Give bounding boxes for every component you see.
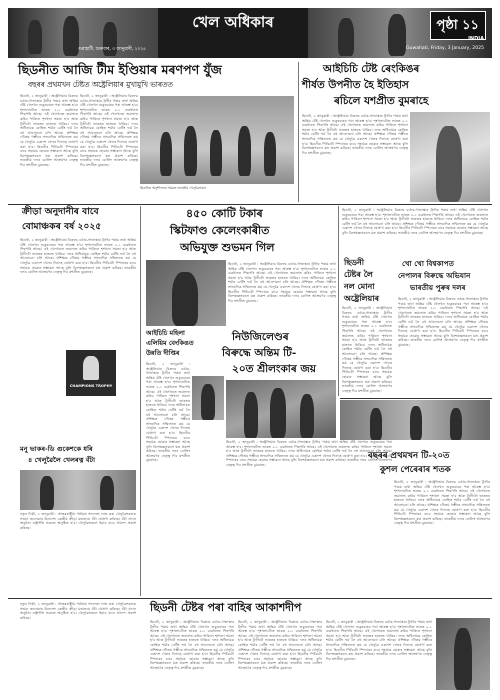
- kho-kho-body: ছিডনী, ২ জানুৱাৰী : অষ্ট্ৰেলিয়াৰ বিৰুদ্ধে বৰ্ডাৰ-গাভাস্কাৰ ট্ৰফীৰ পঞ্চম তথা অন্তিম টেষ্ট খেলখন শুকুৰবাৰৰ পৰা আৰম্ভ হ'ব। শৃংখলাটোত ভাৰত ২-১ ব্যৱধানত পিছপৰি আছে। এই খেলখনত জয়লাভ কৰিব পাৰিলে শৃংখলা সমতা হ'ব আৰু ট্ৰফীটো ভাৰতৰ হাততে থাকিব। দলৰ অধিনায়ক ৰোহিত শৰ্মাৰ বেটিং ফৰ্ম লৈ বহু আলোচনা চলি আছে। প্ৰশিক্ষক গৌতম গম্ভীৰে সাংবাদিক সন্মিলনত কয় যে খেলুৱৈ একাদশ খেলৰ দিনাহে ঘোষণা কৰা হ'ব। ছিডনীৰ পিটচটো স্পিনাৰৰ বাবে সহায়ক হোৱাৰ সম্ভাৱনা আছে বুলি বিশেষজ্ঞসকলে মত প্ৰকাশ কৰিছে। ভাৰতীয় দলৰ বোলিং আক্ৰমণৰ নেতৃত্ব দিব যশপ্ৰীত বুমৰাহে।: [398, 297, 488, 347]
- sydney-test-headline: ছিডনীত আজি টীম ইণ্ডিয়াৰ মৰণপণ যুঁজ: [18, 62, 222, 77]
- nz-t20-headline-line1: নিউজিলেণ্ডৰ: [232, 331, 289, 343]
- perera-body: ছিডনী, ২ জানুৱাৰী : অষ্ট্ৰেলিয়াৰ বিৰুদ্ধে বৰ্ডাৰ-গাভাস্কাৰ ট্ৰফীৰ পঞ্চম তথা অন্তিম টেষ্ট খেলখন শুকুৰবাৰৰ পৰা আৰম্ভ হ'ব। শৃংখলাটোত ভাৰত ২-১ ব্যৱধানত পিছপৰি আছে। এই খেলখনত জয়লাভ কৰিব পাৰিলে শৃংখলা সমতা হ'ব আৰু ট্ৰফীটো ভাৰতৰ হাততে থাকিব। দলৰ অধিনায়ক ৰোহিত শৰ্মাৰ বেটিং ফৰ্ম লৈ বহু আলোচনা চলি আছে। প্ৰশিক্ষক গৌতম গম্ভীৰে সাংবাদিক সন্মিলনত কয় যে খেলুৱৈ একাদশ খেলৰ দিনাহে ঘোষণা কৰা হ'ব। ছিডনীৰ পিটচটো স্পিনাৰৰ বাবে সহায়ক হোৱাৰ সম্ভাৱনা আছে বুলি বিশেষজ্ঞসকলে মত প্ৰকাশ কৰিছে। ভাৰতীয় দলৰ বোলিং আক্ৰমণৰ নেতৃত্ব দিব যশপ্ৰীত বুমৰাহে।: [394, 480, 490, 526]
- gill-body-right: ছিডনী, ২ জানুৱাৰী : অষ্ট্ৰেলিয়াৰ বিৰুদ্ধে বৰ্ডাৰ-গাভাস্কাৰ ট্ৰফীৰ পঞ্চম তথা অন্তিম টেষ্ট খেলখন শুকুৰবাৰৰ পৰা আৰম্ভ হ'ব। শৃংখলাটোত ভাৰত ২-১ ব্যৱধানত পিছপৰি আছে। এই খেলখনত জয়লাভ কৰিব পাৰিলে শৃংখলা সমতা হ'ব আৰু ট্ৰফীটো ভাৰতৰ হাততে থাকিব। দলৰ অধিনায়ক ৰোহিত শৰ্মাৰ বেটিং ফৰ্ম লৈ বহু আলোচনা চলি আছে। প্ৰশিক্ষক গৌতম গম্ভীৰে সাংবাদিক সন্মিলনত কয় যে খেলুৱৈ একাদশ খেলৰ দিনাহে ঘোষণা কৰা হ'ব। ছিডনীৰ পিটচটো স্পিনাৰৰ বাবে সহায়ক হোৱাৰ সম্ভাৱনা আছে বুলি বিশেষজ্ঞসকলে মত প্ৰকাশ কৰিছে। ভাৰতীয় দলৰ বোলিং আক্ৰমণৰ নেতৃত্ব দিব যশপ্ৰীত বুমৰাহে।: [342, 208, 488, 235]
- manu-bhaker-body: নতুন দিল্লী, ২ জানুৱাৰী : আন্তঃৰাষ্ট্ৰীয় পৰ্যায়ত সফলতা লাভ কৰা খেলুৱৈসকলক সন্মান জনোৱাৰ উদ্দেশ্যে কেন্দ্ৰীয় ক্ৰীড়া মন্ত্ৰালয়ে বঁটা ঘোষণা কৰিছে। বঁটা প্ৰদান অনুষ্ঠান ৰাষ্ট্ৰপতি ভৱনত অনুষ্ঠিত হ'ব। খেলুৱৈসকলে ইয়াৰ বাবে আনন্দ প্ৰকাশ কৰিছে।: [20, 512, 136, 530]
- kho-kho-photo: [340, 400, 490, 440]
- masthead-left-small: গুৱাহাটী, শুক্ৰবাৰ, ৩ জানুৱাৰী, ২০২৫: [78, 47, 147, 52]
- dateline: Guwahati, Friday, 3 January, 2025: [405, 46, 484, 51]
- gill-body: ছিডনী, ২ জানুৱাৰী : অষ্ট্ৰেলিয়াৰ বিৰুদ্ধে বৰ্ডাৰ-গাভাস্কাৰ ট্ৰফীৰ পঞ্চম তথা অন্তিম টেষ্ট খেলখন শুকুৰবাৰৰ পৰা আৰম্ভ হ'ব। শৃংখলাটোত ভাৰত ২-১ ব্যৱধানত পিছপৰি আছে। এই খেলখনত জয়লাভ কৰিব পাৰিলে শৃংখলা সমতা হ'ব আৰু ট্ৰফীটো ভাৰতৰ হাততে থাকিব। দলৰ অধিনায়ক ৰোহিত শৰ্মাৰ বেটিং ফৰ্ম লৈ বহু আলোচনা চলি আছে। প্ৰশিক্ষক গৌতম গম্ভীৰে সাংবাদিক সন্মিলনত কয় যে খেলুৱৈ একাদশ খেলৰ দিনাহে ঘোষণা কৰা হ'ব। ছিডনীৰ পিটচটো স্পিনাৰৰ বাবে সহায়ক হোৱাৰ সম্ভাৱনা আছে বুলি বিশেষজ্ঞসকলে মত প্ৰকাশ কৰিছে। ভাৰতীয় দলৰ বোলিং আক্ৰমণৰ নেতৃত্ব দিব যশপ্ৰীত বুমৰাহে।: [228, 262, 336, 303]
- sydney-photo: [140, 96, 294, 184]
- bumrah-body: ছিডনী, ২ জানুৱাৰী : অষ্ট্ৰেলিয়াৰ বিৰুদ্ধে বৰ্ডাৰ-গাভাস্কাৰ ট্ৰফীৰ পঞ্চম তথা অন্তিম টেষ্ট খেলখন শুকুৰবাৰৰ পৰা আৰম্ভ হ'ব। শৃংখলাটোত ভাৰত ২-১ ব্যৱধানত পিছপৰি আছে। এই খেলখনত জয়লাভ কৰিব পাৰিলে শৃংখলা সমতা হ'ব আৰু ট্ৰফীটো ভাৰতৰ হাততে থাকিব। দলৰ অধিনায়ক ৰোহিত শৰ্মাৰ বেটিং ফৰ্ম লৈ বহু আলোচনা চলি আছে। প্ৰশিক্ষক গৌতম গম্ভীৰে সাংবাদিক সন্মিলনত কয় যে খেলুৱৈ একাদশ খেলৰ দিনাহে ঘোষণা কৰা হ'ব। ছিডনীৰ পিটচটো স্পিনাৰৰ বাবে সহায়ক হোৱাৰ সম্ভাৱনা আছে বুলি বিশেষজ্ঞসকলে মত প্ৰকাশ কৰিছে। ভাৰতীয় দলৰ বোলিং আক্ৰমণৰ নেতৃত্ব দিব যশপ্ৰীত বুমৰাহে।: [302, 114, 408, 155]
- sports-grant-headline-line2: বোমাঞ্চকৰ বৰ্ষ ২০২৫: [22, 221, 102, 232]
- sydney-pitch-headline-line4: অষ্ট্ৰেলিয়াৰ: [344, 293, 380, 303]
- akashdeep-body-col1: ছিডনী, ২ জানুৱাৰী : অষ্ট্ৰেলিয়াৰ বিৰুদ্ধে বৰ্ডাৰ-গাভাস্কাৰ ট্ৰফীৰ পঞ্চম তথা অন্তিম টেষ্ট খেলখন শুকুৰবাৰৰ পৰা আৰম্ভ হ'ব। শৃংখলাটোত ভাৰত ২-১ ব্যৱধানত পিছপৰি আছে। এই খেলখনত জয়লাভ কৰিব পাৰিলে শৃংখলা সমতা হ'ব আৰু ট্ৰফীটো ভাৰতৰ হাততে থাকিব। দলৰ অধিনায়ক ৰোহিত শৰ্মাৰ বেটিং ফৰ্ম লৈ বহু আলোচনা চলি আছে। প্ৰশিক্ষক গৌতম গম্ভীৰে সাংবাদিক সন্মিলনত কয় যে খেলুৱৈ একাদশ খেলৰ দিনাহে ঘোষণা কৰা হ'ব। ছিডনীৰ পিটচটো স্পিনাৰৰ বাবে সহায়ক হোৱাৰ সম্ভাৱনা আছে বুলি বিশেষজ্ঞসকলে মত প্ৰকাশ কৰিছে। ভাৰতীয় দলৰ বোলিং আক্ৰমণৰ নেতৃত্ব দিব যশপ্ৰীত বুমৰাহে।: [150, 620, 234, 670]
- nz-t20-body: ছিডনী, ২ জানুৱাৰী : অষ্ট্ৰেলিয়াৰ বিৰুদ্ধে বৰ্ডাৰ-গাভাস্কাৰ ট্ৰফীৰ পঞ্চম তথা অন্তিম টেষ্ট খেলখন শুকুৰবাৰৰ পৰা আৰম্ভ হ'ব। শৃংখলাটোত ভাৰত ২-১ ব্যৱধানত পিছপৰি আছে। এই খেলখনত জয়লাভ কৰিব পাৰিলে শৃংখলা সমতা হ'ব আৰু ট্ৰফীটো ভাৰতৰ হাততে থাকিব। দলৰ অধিনায়ক ৰোহিত শৰ্মাৰ বেটিং ফৰ্ম লৈ বহু আলোচনা চলি আছে। প্ৰশিক্ষক গৌতম গম্ভীৰে সাংবাদিক সন্মিলনত কয় যে খেলুৱৈ একাদশ খেলৰ দিনাহে ঘোষণা কৰা হ'ব। ছিডনীৰ পিটচটো স্পিনাৰৰ বাবে সহায়ক হোৱাৰ সম্ভাৱনা আছে বুলি বিশেষজ্ঞসকলে মত প্ৰকাশ কৰিছে। ভাৰতীয় দলৰ বোলিং আক্ৰমণৰ নেতৃত্ব দিব যশপ্ৰীত বুমৰাহে।: [226, 440, 392, 467]
- sydney-test-body-col2: ছিডনী, ২ জানুৱাৰী : অষ্ট্ৰেলিয়াৰ বিৰুদ্ধে বৰ্ডাৰ-গাভাস্কাৰ ট্ৰফীৰ পঞ্চম তথা অন্তিম টেষ্ট খেলখন শুকুৰবাৰৰ পৰা আৰম্ভ হ'ব। শৃংখলাটোত ভাৰত ২-১ ব্যৱধানত পিছপৰি আছে। এই খেলখনত জয়লাভ কৰিব পাৰিলে শৃংখলা সমতা হ'ব আৰু ট্ৰফীটো ভাৰতৰ হাততে থাকিব। দলৰ অধিনায়ক ৰোহিত শৰ্মাৰ বেটিং ফৰ্ম লৈ বহু আলোচনা চলি আছে। প্ৰশিক্ষক গৌতম গম্ভীৰে সাংবাদিক সন্মিলনত কয় যে খেলুৱৈ একাদশ খেলৰ দিনাহে ঘোষণা কৰা হ'ব। ছিডনীৰ পিটচটো স্পিনাৰৰ বাবে সহায়ক হোৱাৰ সম্ভাৱনা আছে বুলি বিশেষজ্ঞসকলে মত প্ৰকাশ কৰিছে। ভাৰতীয় দলৰ বোলিং আক্ৰমণৰ নেতৃত্ব দিব যশপ্ৰীত বুমৰাহে।: [80, 94, 138, 167]
- womens-cricket-photo: [192, 376, 224, 420]
- sydney-pitch-headline-line1: ছিডনী: [344, 257, 365, 267]
- sydney-photo-caption: ছিডনীত অনুশীলনৰ সময়ত ভাৰতীয় খেলুৱৈসকল: [140, 186, 207, 190]
- sydney-pitch-body: ছিডনী, ২ জানুৱাৰী : অষ্ট্ৰেলিয়াৰ বিৰুদ্ধে বৰ্ডাৰ-গাভাস্কাৰ ট্ৰফীৰ পঞ্চম তথা অন্তিম টেষ্ট খেলখন শুকুৰবাৰৰ পৰা আৰম্ভ হ'ব। শৃংখলাটোত ভাৰত ২-১ ব্যৱধানত পিছপৰি আছে। এই খেলখনত জয়লাভ কৰিব পাৰিলে শৃংখলা সমতা হ'ব আৰু ট্ৰফীটো ভাৰতৰ হাততে থাকিব। দলৰ অধিনায়ক ৰোহিত শৰ্মাৰ বেটিং ফৰ্ম লৈ বহু আলোচনা চলি আছে। প্ৰশিক্ষক গৌতম গম্ভীৰে সাংবাদিক সন্মিলনত কয় যে খেলুৱৈ একাদশ খেলৰ দিনাহে ঘোষণা কৰা হ'ব। ছিডনীৰ পিটচটো স্পিনাৰৰ বাবে সহায়ক হোৱাৰ সম্ভাৱনা আছে বুলি বিশেষজ্ঞসকলে মত প্ৰকাশ কৰিছে। ভাৰতীয় দলৰ বোলিং আক্ৰমণৰ নেতৃত্ব দিব যশপ্ৰীত বুমৰাহে।: [342, 306, 392, 393]
- manu-bhaker-photo: [20, 470, 136, 510]
- womens-cricket-body: ছিডনী, ২ জানুৱাৰী : অষ্ট্ৰেলিয়াৰ বিৰুদ্ধে বৰ্ডাৰ-গাভাস্কাৰ ট্ৰফীৰ পঞ্চম তথা অন্তিম টেষ্ট খেলখন শুকুৰবাৰৰ পৰা আৰম্ভ হ'ব। শৃংখলাটোত ভাৰত ২-১ ব্যৱধানত পিছপৰি আছে। এই খেলখনত জয়লাভ কৰিব পাৰিলে শৃংখলা সমতা হ'ব আৰু ট্ৰফীটো ভাৰতৰ হাততে থাকিব। দলৰ অধিনায়ক ৰোহিত শৰ্মাৰ বেটিং ফৰ্ম লৈ বহু আলোচনা চলি আছে। প্ৰশিক্ষক গৌতম গম্ভীৰে সাংবাদিক সন্মিলনত কয় যে খেলুৱৈ একাদশ খেলৰ দিনাহে ঘোষণা কৰা হ'ব। ছিডনীৰ পিটচটো স্পিনাৰৰ বাবে সহায়ক হোৱাৰ সম্ভাৱনা আছে বুলি বিশেষজ্ঞসকলে মত প্ৰকাশ কৰিছে। ভাৰতীয় দলৰ বোলিং আক্ৰমণৰ নেতৃত্ব দিব যশপ্ৰীত বুমৰাহে।: [146, 362, 190, 463]
- akashdeep-body-col2: ছিডনী, ২ জানুৱাৰী : অষ্ট্ৰেলিয়াৰ বিৰুদ্ধে বৰ্ডাৰ-গাভাস্কাৰ ট্ৰফীৰ পঞ্চম তথা অন্তিম টেষ্ট খেলখন শুকুৰবাৰৰ পৰা আৰম্ভ হ'ব। শৃংখলাটোত ভাৰত ২-১ ব্যৱধানত পিছপৰি আছে। এই খেলখনত জয়লাভ কৰিব পাৰিলে শৃংখলা সমতা হ'ব আৰু ট্ৰফীটো ভাৰতৰ হাততে থাকিব। দলৰ অধিনায়ক ৰোহিত শৰ্মাৰ বেটিং ফৰ্ম লৈ বহু আলোচনা চলি আছে। প্ৰশিক্ষক গৌতম গম্ভীৰে সাংবাদিক সন্মিলনত কয় যে খেলুৱৈ একাদশ খেলৰ দিনাহে ঘোষণা কৰা হ'ব। ছিডনীৰ পিটচটো স্পিনাৰৰ বাবে সহায়ক হোৱাৰ সম্ভাৱনা আছে বুলি বিশেষজ্ঞসকলে মত প্ৰকাশ কৰিছে। ভাৰতীয় দলৰ বোলিং আক্ৰমণৰ নেতৃত্ব দিব যশপ্ৰীত বুমৰাহে।: [238, 620, 322, 670]
- kho-kho-headline-line1: খো খো বিশ্বকাপত: [402, 259, 454, 268]
- nz-t20-headline-line2: বিৰুদ্ধে অন্তিম টি-: [222, 347, 297, 359]
- kho-kho-headline-line3: ভাৰতীয় পুৰুষ দলৰ: [410, 283, 466, 292]
- perera-headline-line1: বছৰৰ প্ৰথমখন টি-২০ত: [368, 451, 450, 461]
- masthead-title: খেল অধিকাৰ: [192, 13, 274, 31]
- akashdeep-photo: [436, 618, 490, 690]
- page-number: পৃষ্ঠা ১১: [436, 18, 479, 33]
- bumrah-headline-line3: ৰচিলে যশপ্ৰীত বুমৰাহে: [334, 95, 429, 107]
- bumrah-headline-line2: শীৰ্ষত উপনীত হৈ ইতিহাস: [302, 79, 409, 91]
- bumrah-photo: [410, 112, 490, 202]
- akashdeep-body-col3: ছিডনী, ২ জানুৱাৰী : অষ্ট্ৰেলিয়াৰ বিৰুদ্ধে বৰ্ডাৰ-গাভাস্কাৰ ট্ৰফীৰ পঞ্চম তথা অন্তিম টেষ্ট খেলখন শুকুৰবাৰৰ পৰা আৰম্ভ হ'ব। শৃংখলাটোত ভাৰত ২-১ ব্যৱধানত পিছপৰি আছে। এই খেলখনত জয়লাভ কৰিব পাৰিলে শৃংখলা সমতা হ'ব আৰু ট্ৰফীটো ভাৰতৰ হাততে থাকিব। দলৰ অধিনায়ক ৰোহিত শৰ্মাৰ বেটিং ফৰ্ম লৈ বহু আলোচনা চলি আছে। প্ৰশিক্ষক গৌতম গম্ভীৰে সাংবাদিক সন্মিলনত কয় যে খেলুৱৈ একাদশ খেলৰ দিনাহে ঘোষণা কৰা হ'ব। ছিডনীৰ পিটচটো স্পিনাৰৰ বাবে সহায়ক হোৱাৰ সম্ভাৱনা আছে বুলি বিশেষজ্ঞসকলে মত প্ৰকাশ কৰিছে। ভাৰতীয় দলৰ বোলিং আক্ৰমণৰ নেতৃত্ব দিব যশপ্ৰীত বুমৰাহে।: [326, 620, 432, 661]
- sydney-pitch-headline-line2: টেষ্টৰ লৈ: [344, 269, 373, 279]
- sports-grant-headline-line1: ক্ৰীড়া অনুদানীৰ বাবে: [22, 206, 99, 217]
- womens-cricket-headline-line1: আইচিচি মহিলা: [146, 329, 185, 337]
- champions-trophy-image: [66, 350, 116, 396]
- manu-bhaker-headline-line1: মনু ভাকৰ-ডি গুকেশকে ধৰি: [20, 445, 93, 453]
- bottom-left-body: নতুন দিল্লী, ২ জানুৱাৰী : আন্তঃৰাষ্ট্ৰীয় পৰ্যায়ত সফলতা লাভ কৰা খেলুৱৈসকলক সন্মান জনোৱাৰ উদ্দেশ্যে কেন্দ্ৰীয় ক্ৰীড়া মন্ত্ৰালয়ে বঁটা ঘোষণা কৰিছে। বঁটা প্ৰদান অনুষ্ঠান ৰাষ্ট্ৰপতি ভৱনত অনুষ্ঠিত হ'ব। খেলুৱৈসকলে ইয়াৰ বাবে আনন্দ প্ৰকাশ কৰিছে।: [20, 602, 136, 620]
- gill-photo: [146, 260, 226, 326]
- womens-cricket-headline-line3: উন্নতি দীপ্তিৰ: [146, 349, 180, 357]
- akashdeep-headline: ছিডনী টেষ্টৰ পৰা বাহিৰ আকাশদীপ: [150, 601, 302, 614]
- sydney-test-subhead: বছৰৰ প্ৰথমখন টেষ্টত অষ্ট্ৰেলিয়াৰ মুখামুখি ভাৰতত: [28, 80, 173, 89]
- sydney-test-body-col1: ছিডনী, ২ জানুৱাৰী : অষ্ট্ৰেলিয়াৰ বিৰুদ্ধে বৰ্ডাৰ-গাভাস্কাৰ ট্ৰফীৰ পঞ্চম তথা অন্তিম টেষ্ট খেলখন শুকুৰবাৰৰ পৰা আৰম্ভ হ'ব। শৃংখলাটোত ভাৰত ২-১ ব্যৱধানত পিছপৰি আছে। এই খেলখনত জয়লাভ কৰিব পাৰিলে শৃংখলা সমতা হ'ব আৰু ট্ৰফীটো ভাৰতৰ হাততে থাকিব। দলৰ অধিনায়ক ৰোহিত শৰ্মাৰ বেটিং ফৰ্ম লৈ বহু আলোচনা চলি আছে। প্ৰশিক্ষক গৌতম গম্ভীৰে সাংবাদিক সন্মিলনত কয় যে খেলুৱৈ একাদশ খেলৰ দিনাহে ঘোষণা কৰা হ'ব। ছিডনীৰ পিটচটো স্পিনাৰৰ বাবে সহায়ক হোৱাৰ সম্ভাৱনা আছে বুলি বিশেষজ্ঞসকলে মত প্ৰকাশ কৰিছে। ভাৰতীয় দলৰ বোলিং আক্ৰমণৰ নেতৃত্ব দিব যশপ্ৰীত বুমৰাহে।: [20, 94, 78, 167]
- perera-headline-line2: কুশল পেৰেৰাৰ শতক: [380, 465, 451, 475]
- sports-grant-body: ছিডনী, ২ জানুৱাৰী : অষ্ট্ৰেলিয়াৰ বিৰুদ্ধে বৰ্ডাৰ-গাভাস্কাৰ ট্ৰফীৰ পঞ্চম তথা অন্তিম টেষ্ট খেলখন শুকুৰবাৰৰ পৰা আৰম্ভ হ'ব। শৃংখলাটোত ভাৰত ২-১ ব্যৱধানত পিছপৰি আছে। এই খেলখনত জয়লাভ কৰিব পাৰিলে শৃংখলা সমতা হ'ব আৰু ট্ৰফীটো ভাৰতৰ হাততে থাকিব। দলৰ অধিনায়ক ৰোহিত শৰ্মাৰ বেটিং ফৰ্ম লৈ বহু আলোচনা চলি আছে। প্ৰশিক্ষক গৌতম গম্ভীৰে সাংবাদিক সন্মিলনত কয় যে খেলুৱৈ একাদশ খেলৰ দিনাহে ঘোষণা কৰা হ'ব। ছিডনীৰ পিটচটো স্পিনাৰৰ বাবে সহায়ক হোৱাৰ সম্ভাৱনা আছে বুলি বিশেষজ্ঞসকলে মত প্ৰকাশ কৰিছে। ভাৰতীয় দলৰ বোলিং আক্ৰমণৰ নেতৃত্ব দিব যশপ্ৰীত বুমৰাহে।: [20, 238, 136, 275]
- nz-t20-photo: [226, 380, 336, 438]
- india-tag: INDIA: [468, 36, 484, 42]
- masthead: [8, 8, 492, 58]
- sydney-pitch-headline-line3: নল মোনা: [344, 281, 375, 291]
- nz-t20-headline-line3: ২০ত শ্ৰীলংকাৰ জয়: [232, 363, 316, 375]
- trophy-label: CHAMPIONS TROPHY: [69, 384, 113, 388]
- kho-kho-headline-line2: নেপালৰ বিৰুদ্ধে অভিযান: [398, 271, 471, 280]
- bumrah-headline-line1: আইচিচি টেষ্ট ৰেংকিঙৰ: [323, 63, 420, 75]
- gill-headline-line3: অভিযুক্ত শুভমন গিল: [180, 241, 275, 254]
- gill-headline-line1: ৪৫০ কোটি টকাৰ: [186, 207, 263, 220]
- womens-cricket-headline-line2: এলিয়িম বেংকিঙত: [146, 339, 194, 347]
- gill-headline-line2: স্কিটফাণ্ড কেলেংকাৰীত: [170, 224, 270, 237]
- manu-bhaker-headline-line2: ৪ খেলুৱৈলৈ খেলৰত্ন বঁটা: [28, 456, 96, 464]
